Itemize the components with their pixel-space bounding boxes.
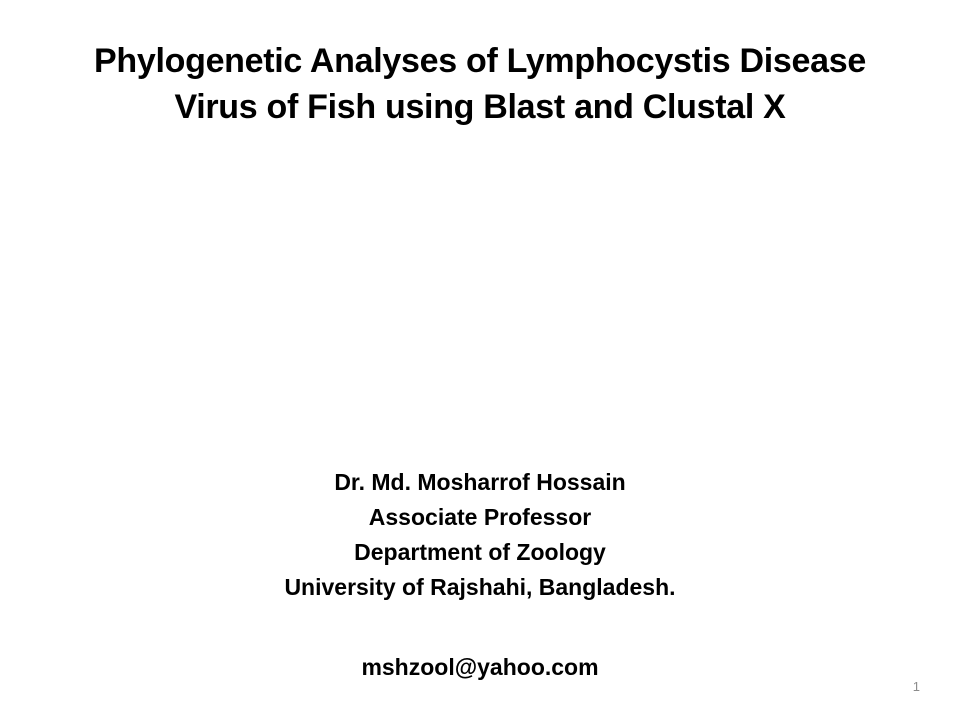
author-email: mshzool@yahoo.com xyxy=(361,654,599,680)
author-block xyxy=(80,465,880,605)
author-position: Associate Professor xyxy=(368,504,592,530)
page-number: 1 xyxy=(912,679,920,694)
slide-title xyxy=(40,38,920,130)
author-department: Department of Zoology xyxy=(354,539,606,565)
author-institution: University of Rajshahi, Bangladesh. xyxy=(284,574,676,600)
author-name: Dr. Md. Mosharrof Hossain xyxy=(334,469,626,495)
slide-title-line-2: Virus of Fish using Blast and Clustal X xyxy=(174,88,786,126)
slide-title-line-1: Phylogenetic Analyses of Lymphocystis Disease xyxy=(94,42,866,80)
